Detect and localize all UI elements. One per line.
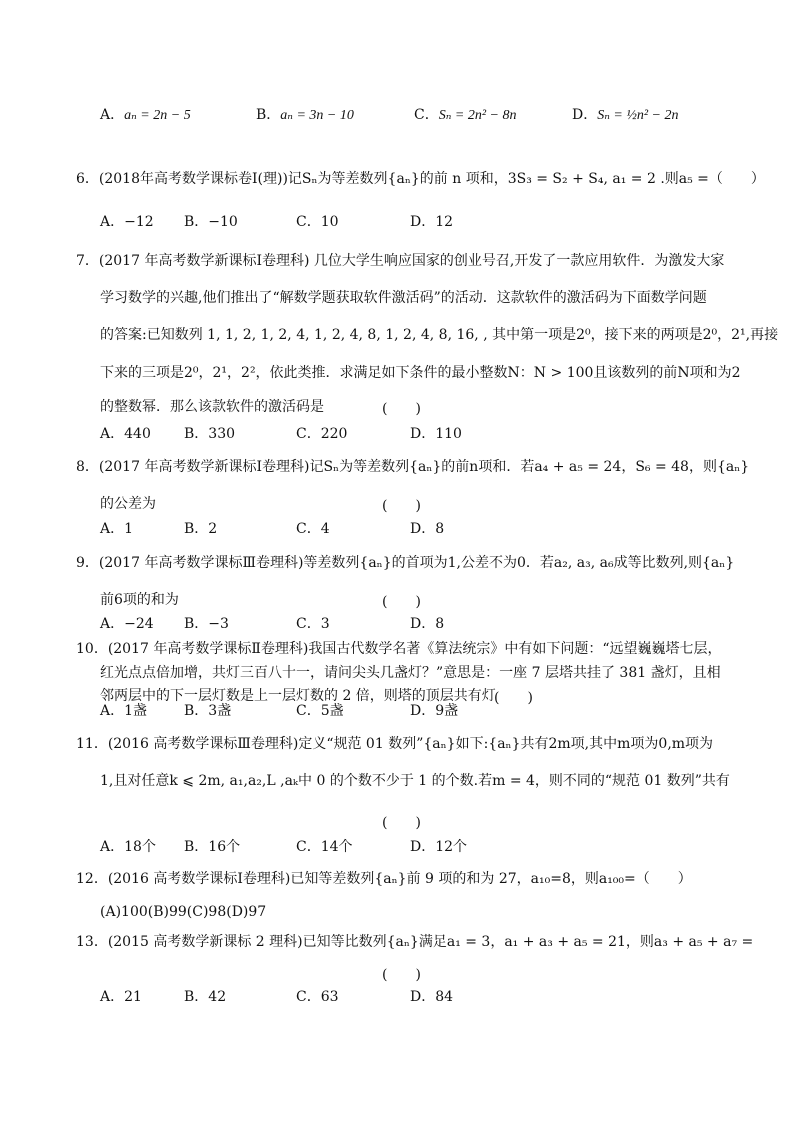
q7-line-2: 学习数学的兴趣,他们推出了“解数学题获取软件激活码”的活动．这款软件的激活码为下面数学问题 [100,290,707,306]
q8-line-1: 8．(2017 年高考数学新课标Ⅰ卷理科)记Sₙ为等差数列{aₙ}的前n项和．若a₄ + a₅ = 24，S₆ = 48，则{aₙ} [76,459,750,475]
q5-option-c: C．Sₙ = 2n² − 8n [414,107,517,123]
q7-line-5: 的整数幂．那么该款软件的激活码是 [100,399,324,415]
q10-line-3: 邻两层中的下一层灯数是上一层灯数的 2 倍，则塔的顶层共有灯 [100,688,496,704]
q7-line-1: 7．(2017 年高考数学新课标Ⅰ卷理科) 几位大学生响应国家的创业号召,开发了一款应用软件．为激发大家 [76,253,725,269]
q9-line-2: 前6项的和为 [100,592,179,608]
q7-option-d: D．110 [410,426,462,442]
q8-answer-paren: ( ) [382,498,421,514]
q9-option-c: C．3 [296,616,330,632]
q10-line-2: 红光点点倍加增，共灯三百八十一，请问尖头几盏灯？”意思是：一座 7 层塔共挂了 381 盏灯，且相 [100,665,721,681]
q5-option-a: A．aₙ = 2n − 5 [100,107,191,123]
q7-line-3: 的答案:已知数列 1, 1, 2, 1, 2, 4, 1, 2, 4, 8, 1, 2, 4, 8, 16, , 其中第一项是2⁰，接下来的两项是2⁰，2¹,再接 [100,327,779,343]
q7-line-4: 下来的三项是2⁰，2¹，2²，依此类推．求满足如下条件的最小整数N：N > 100且该数列的前N项和为2 [100,365,741,381]
q7-option-c: C．220 [296,426,348,442]
q10-line-1: 10．(2017 年高考数学课标Ⅱ卷理科)我国古代数学名著《算法统宗》中有如下问题：“远望巍巍塔七层， [76,641,722,657]
q9-option-d: D．8 [410,616,445,632]
q11-option-d: D．12个 [410,839,468,855]
q7-option-a: A．440 [100,426,151,442]
q10-answer-paren: ( ) [494,690,533,706]
q12-options: (A)100(B)99(C)98(D)97 [100,904,267,920]
q13-answer-paren: ( ) [382,967,421,983]
q11-line-2: 1,且对任意k ⩽ 2m, a₁,a₂,L ,aₖ中 0 的个数不少于 1 的个数.若m = 4，则不同的“规范 01 数列”共有 [100,773,730,789]
q11-answer-paren: ( ) [382,815,421,831]
q11-line-1: 11．(2016 高考数学课标Ⅲ卷理科)定义“规范 01 数列”{aₙ}如下:{aₙ}共有2m项,其中m项为0,m项为 [76,736,714,752]
q11-option-b: B．16个 [184,839,241,855]
q13-stem: 13．(2015 高考数学新课标 2 理科)已知等比数列{aₙ}满足a₁ = 3，a₁ + a₃ + a₅ = 21，则a₃ + a₅ + a₇ = [76,934,754,950]
q8-option-c: C．4 [296,521,330,537]
q10-option-c: C．5盏 [296,703,344,719]
q9-option-b: B．−3 [184,616,229,632]
q6-stem: 6．(2018年高考数学课标卷Ⅰ(理))记Sₙ为等差数列{aₙ}的前 n 项和，3S₃ = S₂ + S₄, a₁ = 2 .则a₅ =（ ） [76,171,765,187]
q7-option-b: B．330 [184,426,236,442]
q9-answer-paren: ( ) [382,594,421,610]
q5-option-d: D．Sₙ = ½n² − 2n [572,107,679,123]
q8-option-a: A．1 [100,521,134,537]
q13-option-d: D．84 [410,989,454,1005]
q10-option-d: D．9盏 [410,703,459,719]
q9-line-1: 9．(2017 年高考数学课标Ⅲ卷理科)等差数列{aₙ}的首项为1,公差不为0．若a₂, a₃, a₆成等比数列,则{aₙ} [76,555,735,571]
q8-line-2: 的公差为 [100,496,156,512]
q12-stem: 12．(2016 高考数学课标Ⅰ卷理科)已知等差数列{aₙ}前 9 项的和为 27，a₁₀=8，则a₁₀₀=（ ） [76,871,692,887]
q11-option-c: C．14个 [296,839,353,855]
q6-option-c: C．10 [296,214,339,230]
q6-option-a: A．−12 [100,214,154,230]
q7-answer-paren: ( ) [382,401,421,417]
q8-option-d: D．8 [410,521,445,537]
q13-option-a: A．21 [100,989,142,1005]
q10-option-b: B．3盏 [184,703,232,719]
q5-option-b: B．aₙ = 3n − 10 [256,107,354,123]
q13-option-c: C．63 [296,989,339,1005]
q8-option-b: B．2 [184,521,218,537]
q13-option-b: B．42 [184,989,227,1005]
q6-option-b: B．−10 [184,214,238,230]
q11-option-a: A．18个 [100,839,156,855]
q6-option-d: D．12 [410,214,454,230]
q10-option-a: A．1盏 [100,703,148,719]
q9-option-a: A．−24 [100,616,154,632]
